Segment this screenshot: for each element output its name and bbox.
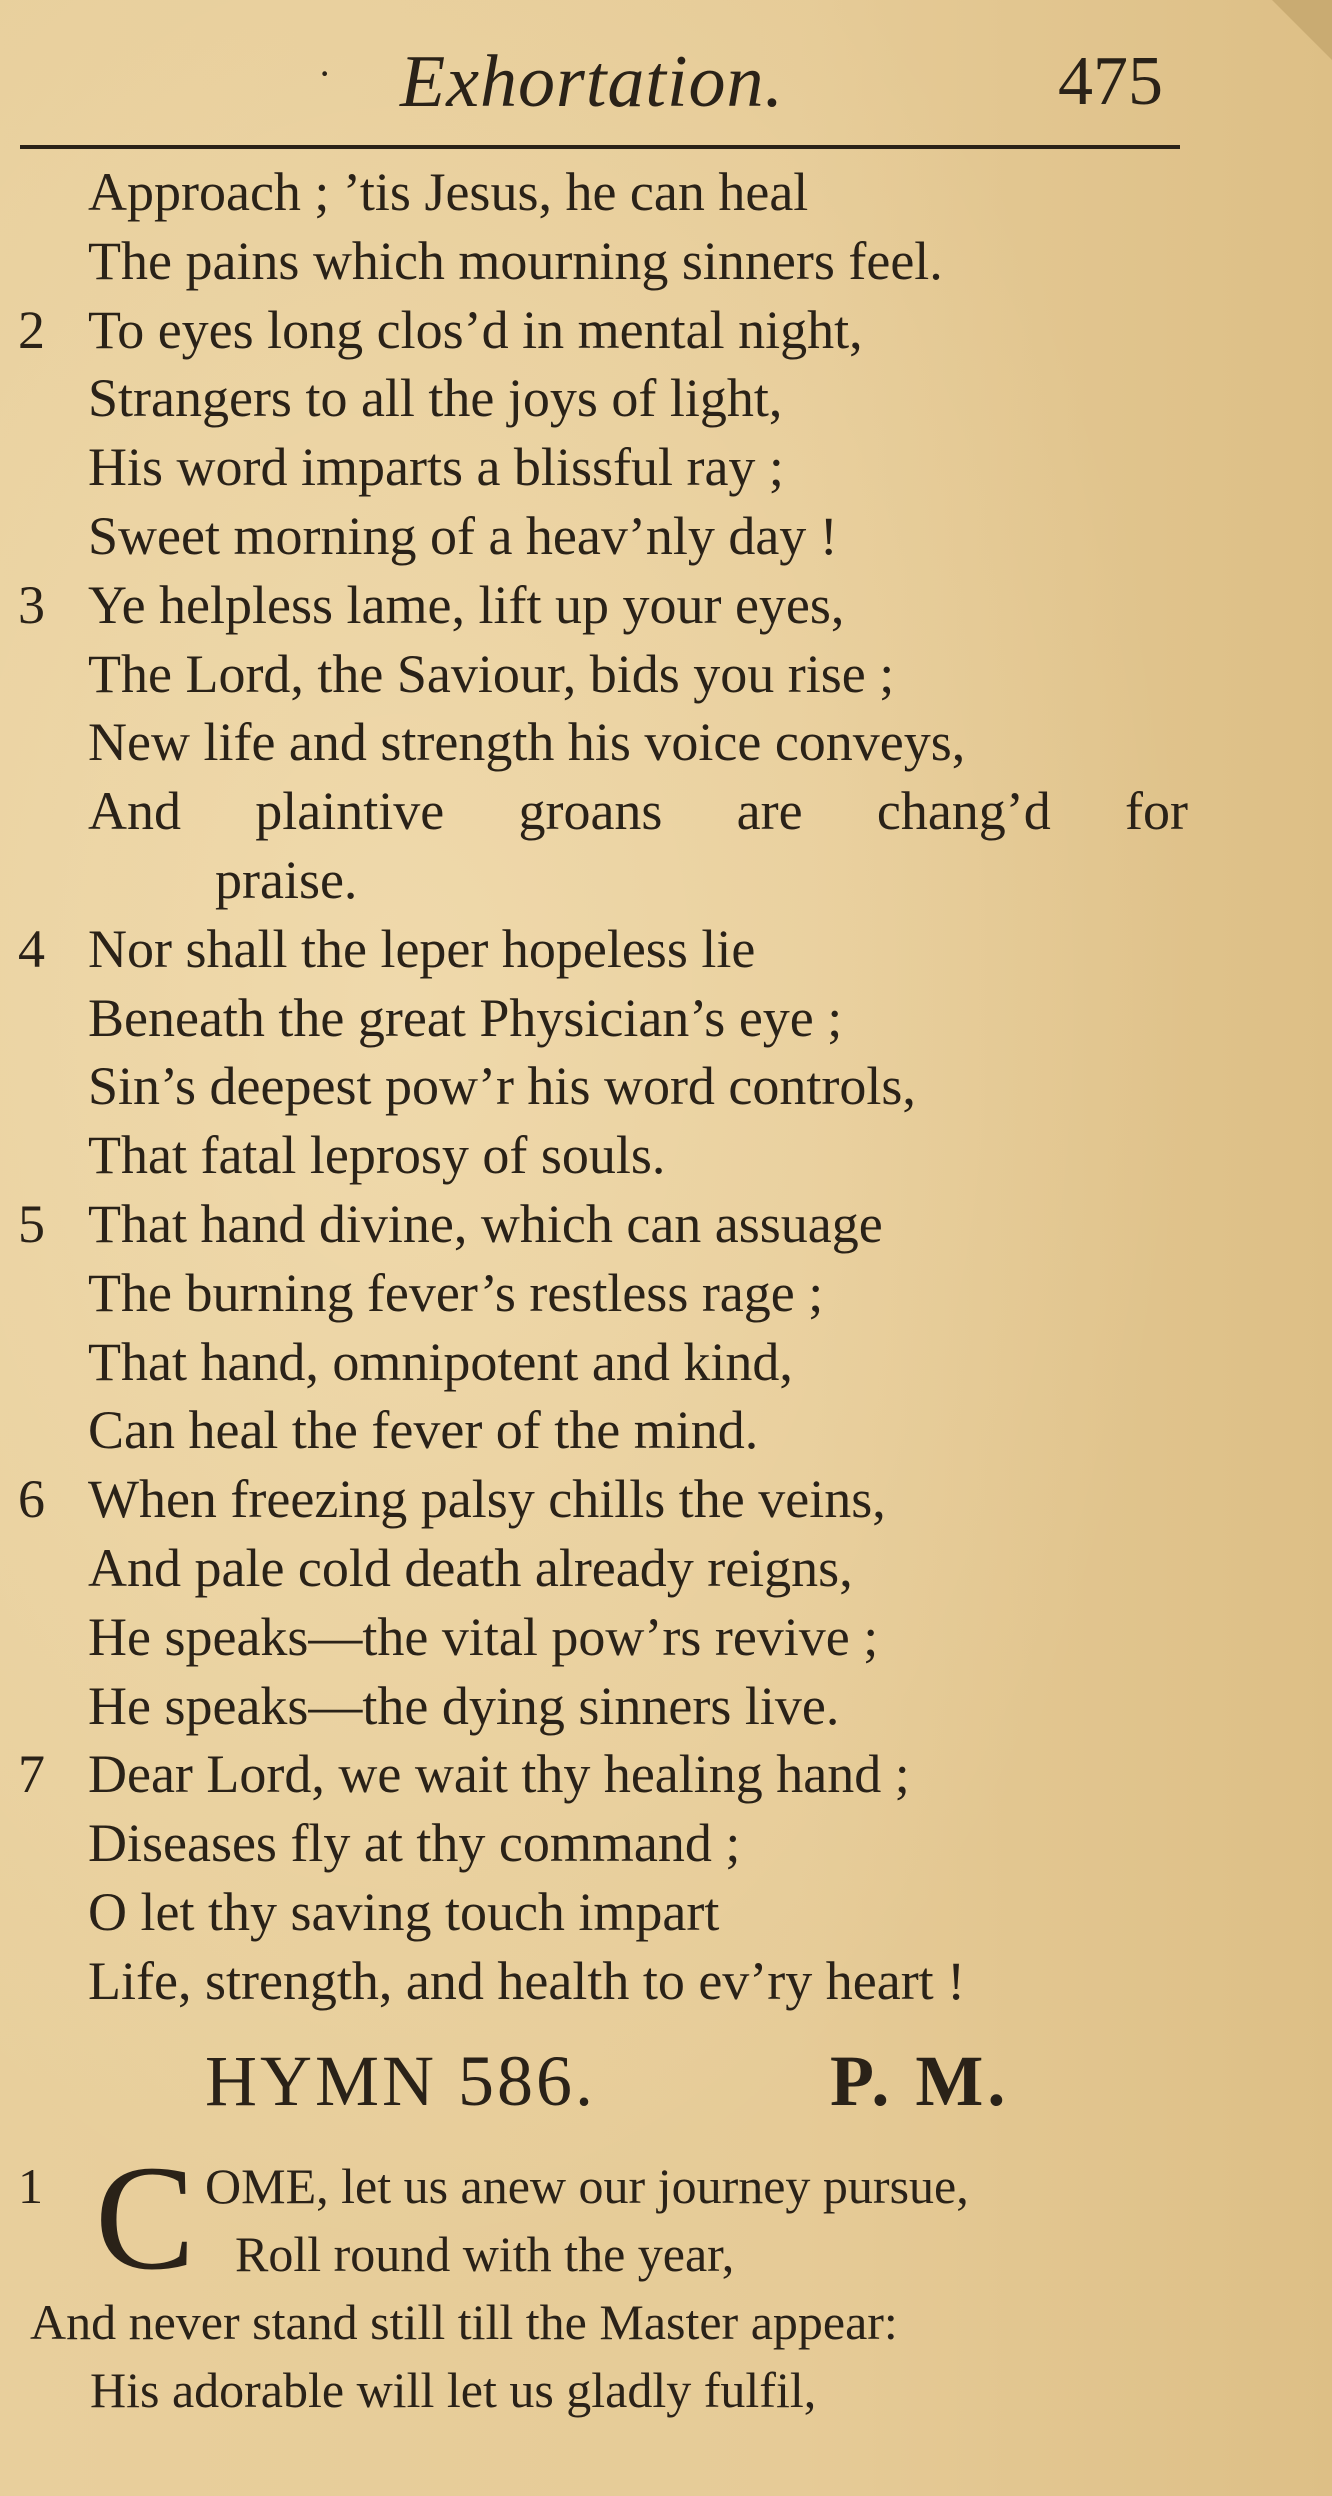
verse-number: 2 bbox=[18, 299, 45, 360]
verse-line bbox=[0, 502, 1332, 571]
verse-line bbox=[0, 1465, 1332, 1534]
verse-line bbox=[0, 2288, 1332, 2356]
hymn-586-verses bbox=[0, 2135, 1332, 2424]
verse-line bbox=[0, 1603, 1332, 1672]
hymn-verses bbox=[0, 158, 1332, 2016]
verse-line bbox=[0, 1121, 1332, 1190]
verse-line-text: Roll round with the year, bbox=[235, 2226, 735, 2282]
drop-cap: C bbox=[95, 2135, 196, 2301]
running-header bbox=[0, 40, 1332, 123]
verse-number: 6 bbox=[18, 1469, 45, 1530]
verse-number: 3 bbox=[18, 574, 45, 635]
verse-line bbox=[0, 640, 1332, 709]
verse-line bbox=[0, 296, 1332, 365]
header-title: Exhortation. bbox=[400, 41, 785, 123]
verse-line bbox=[0, 571, 1332, 640]
verse-line-text: And pale cold death already reigns, bbox=[88, 1537, 853, 1598]
verse-line bbox=[0, 2356, 1332, 2424]
page-number: 475 bbox=[1058, 43, 1163, 120]
verse-line bbox=[0, 1328, 1332, 1397]
verse-line bbox=[0, 1809, 1332, 1878]
verse-line-text: The Lord, the Saviour, bids you rise ; bbox=[88, 643, 895, 704]
verse-line-text: Diseases fly at thy command ; bbox=[88, 1813, 741, 1874]
verse-number: 4 bbox=[18, 918, 45, 979]
verse-line bbox=[0, 1672, 1332, 1741]
verse-line bbox=[0, 1878, 1332, 1947]
verse-line bbox=[0, 984, 1332, 1053]
verse-number: 7 bbox=[18, 1744, 45, 1805]
verse-line-text: Sweet morning of a heav’nly day ! bbox=[88, 505, 838, 566]
verse-line-text: The burning fever’s restless rage ; bbox=[88, 1262, 824, 1323]
verse-line bbox=[0, 227, 1332, 296]
hymn-heading bbox=[0, 2040, 1332, 2130]
verse-line bbox=[0, 708, 1332, 777]
header-rule bbox=[20, 145, 1180, 149]
header-dot: · bbox=[318, 51, 332, 96]
verse-line bbox=[0, 2220, 1332, 2288]
verse-line-text: praise. bbox=[215, 849, 358, 910]
verse-line-text: Sin’s deepest pow’r his word controls, bbox=[88, 1056, 916, 1117]
verse-line-text: He speaks—the dying sinners live. bbox=[88, 1675, 840, 1736]
verse-line-text: Life, strength, and health to ev’ry heart ! bbox=[88, 1950, 966, 2011]
verse-line-text: His adorable will let us gladly fulfil, bbox=[90, 2362, 817, 2418]
verse-line-text: He speaks—the vital pow’rs revive ; bbox=[88, 1606, 879, 1667]
verse-line-text: New life and strength his voice conveys, bbox=[88, 712, 966, 773]
verse-line-text: The pains which mourning sinners feel. bbox=[88, 230, 943, 291]
verse-line-text: And plaintive groans are chang’d for bbox=[88, 781, 1188, 842]
verse-line-text: Approach ; ’tis Jesus, he can heal bbox=[88, 162, 809, 222]
verse-line bbox=[0, 1534, 1332, 1603]
verse-line bbox=[0, 1190, 1332, 1259]
verse-line-text: When freezing palsy chills the veins, bbox=[88, 1469, 886, 1530]
verse-line-text: Beneath the great Physician’s eye ; bbox=[88, 987, 843, 1048]
verse-line bbox=[0, 846, 1332, 915]
verse-line-text: Dear Lord, we wait thy healing hand ; bbox=[88, 1744, 910, 1805]
verse-line-text: Ye helpless lame, lift up your eyes, bbox=[88, 574, 845, 635]
verse-line bbox=[0, 1740, 1332, 1809]
verse-line bbox=[0, 433, 1332, 502]
verse-line-text: That hand divine, which can assuage bbox=[88, 1193, 883, 1254]
verse-line bbox=[0, 1259, 1332, 1328]
verse-line-text: Can heal the fever of the mind. bbox=[88, 1400, 759, 1461]
verse-line-text: That hand, omnipotent and kind, bbox=[88, 1331, 793, 1392]
verse-line-text: And never stand still till the Master appear: bbox=[30, 2294, 898, 2350]
verse-line-text: O let thy saving touch impart bbox=[88, 1881, 720, 1942]
verse-line bbox=[0, 1052, 1332, 1121]
verse-line bbox=[0, 915, 1332, 984]
verse-line bbox=[0, 777, 1332, 846]
hymn-meter: P. M. bbox=[830, 2041, 1010, 2121]
verse-line bbox=[0, 158, 1332, 227]
verse-line bbox=[0, 1396, 1332, 1465]
verse-number: 5 bbox=[18, 1193, 45, 1254]
verse-line bbox=[0, 1947, 1332, 2016]
verse-number: 1 bbox=[18, 2158, 43, 2214]
verse-line-text: Nor shall the leper hopeless lie bbox=[88, 918, 756, 979]
verse-line-text: Strangers to all the joys of light, bbox=[88, 368, 783, 429]
hymn-title: HYMN 586. bbox=[205, 2041, 597, 2121]
verse-line-text: To eyes long clos’d in mental night, bbox=[88, 299, 863, 360]
verse-line bbox=[0, 364, 1332, 433]
verse-line-text: His word imparts a blissful ray ; bbox=[88, 437, 784, 498]
verse-line-text: OME, let us anew our journey pursue, bbox=[205, 2158, 969, 2214]
verse-line-text: That fatal leprosy of souls. bbox=[88, 1125, 666, 1186]
